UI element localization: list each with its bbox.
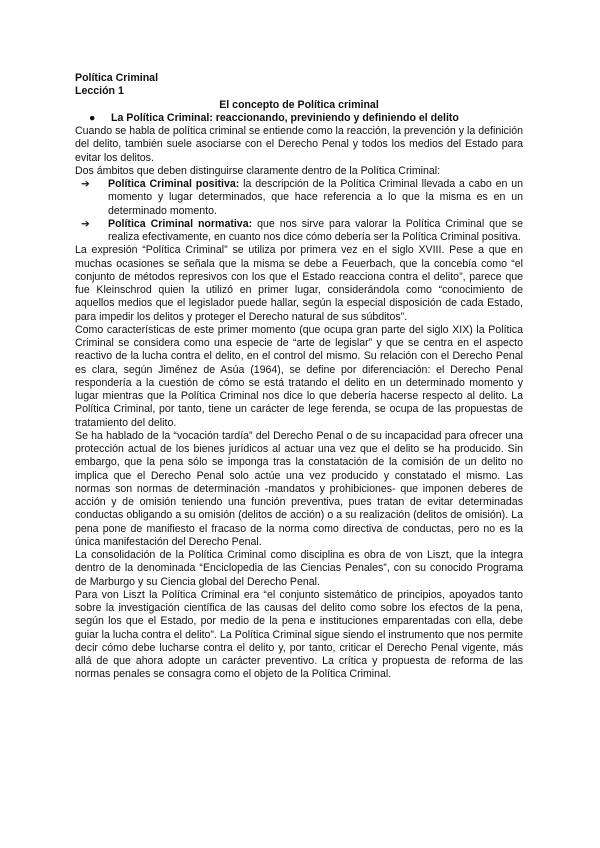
list-item-term: Política Criminal normativa: xyxy=(108,217,253,230)
arrow-icon: ➔ xyxy=(81,178,90,190)
document-page xyxy=(75,72,523,682)
list-item-term: Política Criminal positiva: xyxy=(108,178,240,190)
paragraph-ambitos: Dos ámbitos que deben distinguirse claramente dentro de la Política Criminal: xyxy=(75,164,441,177)
lesson-heading: Lección 1 xyxy=(75,85,124,98)
paragraph-caracteristicas: Como características de este primer momento (que ocupa gran parte del siglo XIX) la Política Criminal se considera como una especie de “arte de legislar” y que se centra en el aspecto reactivo de la lucha contra el delito, en el control del mismo. Su relación con el Derecho Penal es clara, según Jiménez de Asúa (1964), se define por diferenciación: el Derecho Penal respondería a la cuestión de cómo se está tratando el delito en un determinado momento y lugar mientras que la Política Criminal nos dice lo que debería hacerse respecto al delito. La Política Criminal, por tanto, tiene un carácter de lege ferenda, se ocupa de las propuestas de tratamiento del delito. xyxy=(75,323,523,429)
bullet-icon: ● xyxy=(89,111,96,124)
list-item xyxy=(75,218,523,245)
course-heading: Política Criminal xyxy=(75,72,159,84)
paragraph-consolidacion: La consolidación de la Política Criminal como disciplina es obra de von Liszt, que la integra dentro de la denominada “Enciclopedia de las Ciencias Penales”, con su conocido Programa de Marburgo y su Ciencia global del Derecho Penal. xyxy=(75,549,523,588)
paragraph-von-liszt: Para von Liszt la Política Criminal era “el conjunto sistemático de principios, apoyados tanto sobre la investigación científica de las causas del delito como sobre los efectos de la pena, según los que el Estado, por medio de la pena e instituciones emparentadas con ella, debe guiar la lucha contra el delito”. La Política Criminal sigue siendo el instrumento que nos permite decir cómo debe lucharse contra el delito y, por tanto, criticar el Derecho Penal vigente, más allá de que ahora adopte un carácter preventivo. La crítica y propuesta de reforma de las normas penales se consagra como el objeto de la Política Criminal. xyxy=(75,588,523,681)
list-item-text: que nos sirve para valorar la Política Criminal que se realiza efectivamente, en cuanto nos dice cómo debería ser la Política Criminal positiva. xyxy=(108,217,523,243)
paragraph-vocacion: Se ha hablado de la “vocación tardía” del Derecho Penal o de su incapacidad para ofrecer una protección actual de los bienes jurídicos al actuar una vez que el delito se ha producido. Sin embargo, que la pena sólo se imponga tras la constatación de la comisión de un delito no implica que el Derecho Penal solo actúe una vez producido y constatado el mismo. Las normas son normas de determinación -mandatos y prohibiciones- que imponen deberes de acción y de omisión teniendo una función preventiva, pues tratan de evitar determinadas conductas obligando a su omisión (delitos de acción) o a su realización (delitos de omisión). La pena pone de manifiesto el fracaso de la norma como directiva de conductas, pero no es la única manifestación del Derecho Penal. xyxy=(75,429,523,548)
subtitle-bullet-item xyxy=(75,112,523,125)
paragraph-intro: Cuando se habla de política criminal se entiende como la reacción, la prevención y la definición del delito, también suele asociarse con el Derecho Penal y todos los medios del Estado para evitar los delitos. xyxy=(75,125,523,164)
subtitle: La Política Criminal: reaccionando, previniendo y definiendo el delito xyxy=(111,111,459,124)
paragraph-expresion: La expresión “Política Criminal” se utiliza por primera vez en el siglo XVIII. Pese a que en muchas ocasiones se señala que la misma se debe a Feuerbach, que la concebía como “el conjunto de métodos represivos con los que el Estado reacciona contra el delito”, parece que fue Kleinschrod quien la utilizó en primer lugar, considerándola como “conocimiento de aquellos medios que el legislador puede hallar, según la especial disposición de cada Estado, para impedir los delitos y proteger el Derecho natural de sus súbditos”. xyxy=(75,244,523,323)
arrow-icon: ➔ xyxy=(81,217,90,230)
list-item xyxy=(75,178,523,218)
page-title: El concepto de Política criminal xyxy=(219,98,379,111)
list-item-text: la descripción de la Política Criminal llevada a cabo en un momento y lugar determinados, que hace referencia a lo que la misma es en un determinado momento. xyxy=(108,178,523,217)
